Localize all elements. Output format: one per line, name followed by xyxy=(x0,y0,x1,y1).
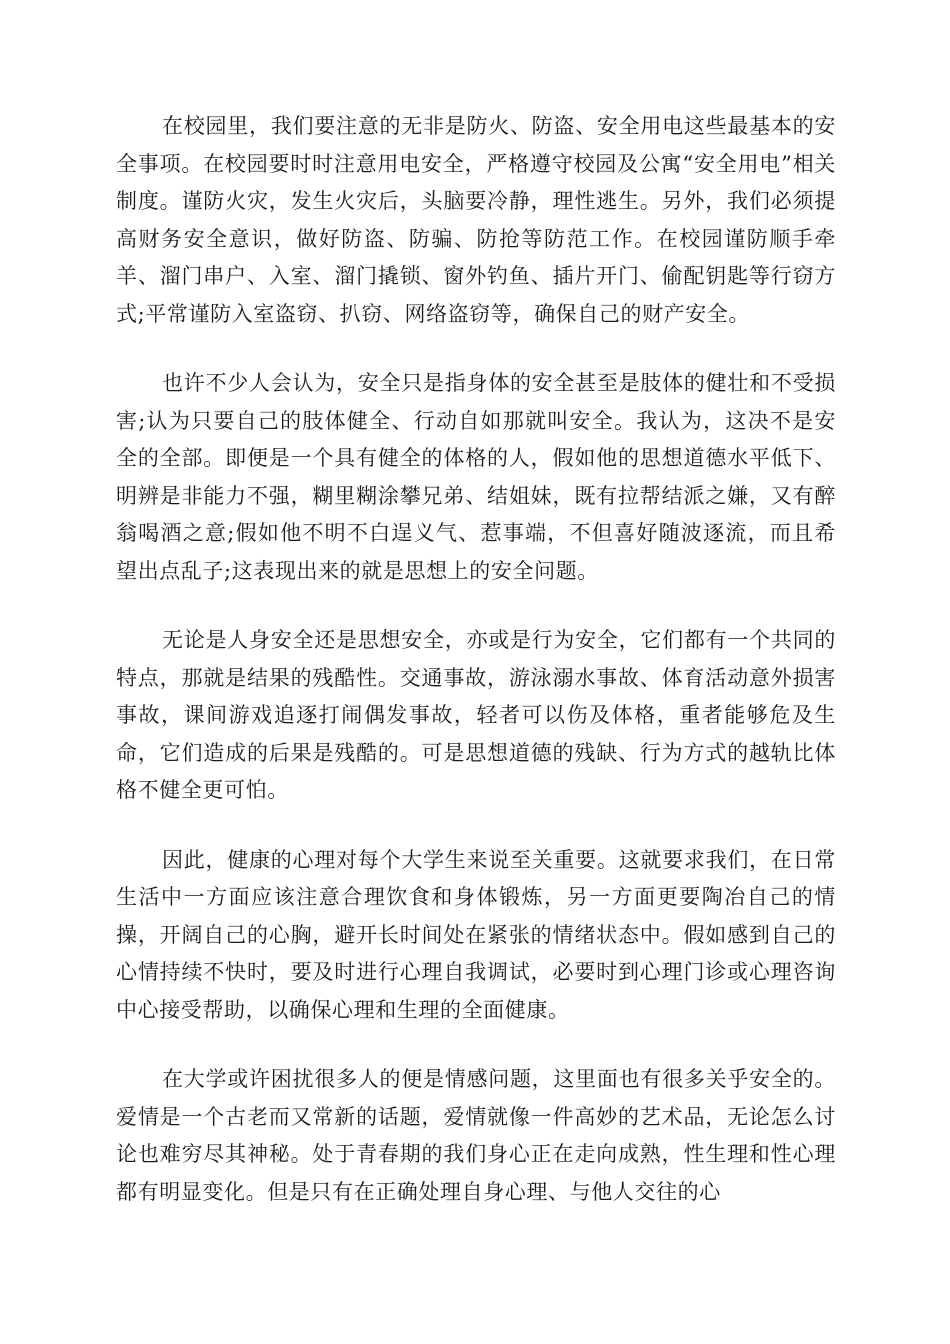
paragraph-mental-safety: 也许不少人会认为，安全只是指身体的安全甚至是肢体的健壮和不受损害;认为只要自己的肢体健全、行动自如那就叫安全。我认为，这决不是安全的全部。即便是一个具有健全的体格的人，假如他的思想道德水平低下、明辨是非能力不强，糊里糊涂攀兄弟、结姐妹，既有拉帮结派之嫌，又有醉翁喝酒之意;假如他不明不白逞义气、惹事端，不但喜好随波逐流，而且希望出点乱子;这表现出来的就是思想上的安全问题。 xyxy=(116,371,836,583)
document-body xyxy=(116,108,836,1243)
paragraph-emotional-issues: 在大学或许困扰很多人的便是情感问题，这里面也有很多关乎安全的。爱情是一个古老而又常新的话题，爱情就像一件高妙的艺术品，无论怎么讨论也难穷尽其神秘。处于青春期的我们身心正在走向成熟，性生理和性心理都有明显变化。但是只有在正确处理自身心理、与他人交往的心 xyxy=(116,1067,836,1204)
paragraph-campus-safety: 在校园里，我们要注意的无非是防火、防盗、安全用电这些最基本的安全事项。在校园要时时注意用电安全，严格遵守校园及公寓“安全用电”相关制度。谨防火灾，发生火灾后，头脑要冷静，理性逃生。另外，我们必须提高财务安全意识，做好防盗、防骗、防抢等防范工作。在校园谨防顺手牵羊、溜门串户、入室、溜门撬锁、窗外钓鱼、插片开门、偷配钥匙等行窃方式;平常谨防入室盗窃、扒窃、网络盗窃等，确保自己的财产安全。 xyxy=(116,114,836,326)
paragraph-consequences: 无论是人身安全还是思想安全，亦或是行为安全，它们都有一个共同的特点，那就是结果的残酷性。交通事故，游泳溺水事故、体育活动意外损害事故，课间游戏追逐打闹偶发事故，轻者可以伤及体格，重者能够危及生命，它们造成的后果是残酷的。可是思想道德的残缺、行为方式的越轨比体格不健全更可怕。 xyxy=(116,628,836,802)
paragraph-psychological-health: 因此，健康的心理对每个大学生来说至关重要。这就要求我们，在日常生活中一方面应该注意合理饮食和身体锻炼，另一方面更要陶冶自己的情操，开阔自己的心胸，避开长时间处在紧张的情绪状态中。假如感到自己的心情持续不快时，要及时进行心理自我调试，必要时到心理门诊或心理咨询中心接受帮助，以确保心理和生理的全面健康。 xyxy=(116,847,836,1022)
